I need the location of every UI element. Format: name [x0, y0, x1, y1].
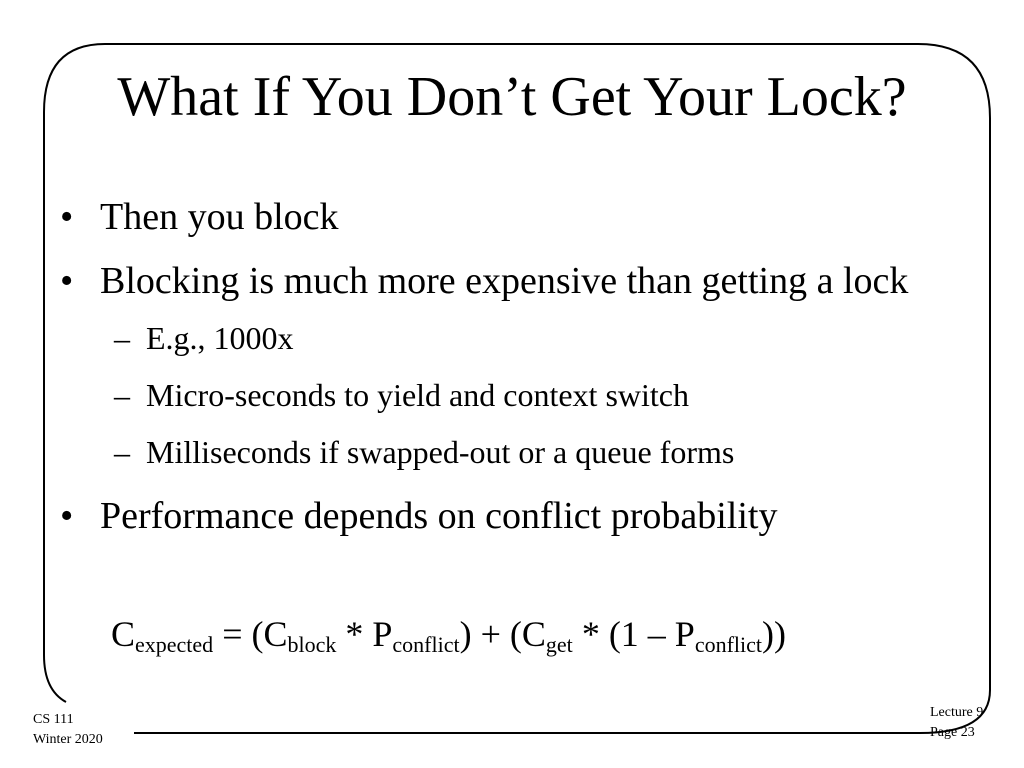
bullet-item [60, 254, 980, 308]
footer-lecture: Lecture 9 [930, 705, 984, 720]
bullet-text: Blocking is much more expensive than getting a lock [100, 260, 909, 302]
bullet-marker: • [60, 495, 74, 537]
bullet-text: Performance depends on conflict probability [100, 495, 778, 537]
sub-bullet-item [60, 432, 980, 472]
footer-term: Winter 2020 [33, 732, 103, 747]
sub-bullet-text: E.g., 1000x [146, 320, 294, 356]
slide-title: What If You Don’t Get Your Lock? [117, 66, 907, 128]
bullet-item [60, 190, 980, 244]
sub-bullet-text: Micro-seconds to yield and context switch [146, 377, 689, 413]
slide-body [60, 190, 980, 553]
formula-times-p: * P [336, 614, 393, 654]
bullet-item [60, 489, 980, 543]
formula-sub-conflict: conflict [392, 632, 460, 657]
formula-sub-conflict: conflict [694, 632, 763, 657]
sub-bullet-marker: – [114, 434, 130, 470]
sub-bullet-item [60, 375, 980, 415]
formula-plus-open: ) + (C [459, 614, 546, 654]
footer-page-info [930, 703, 983, 743]
sub-bullet-item [60, 318, 980, 358]
sub-bullet-marker: – [114, 320, 130, 356]
bullet-text: Then you block [100, 196, 339, 238]
footer-course-info [33, 710, 103, 750]
footer-page: Page 23 [930, 725, 975, 740]
formula-sub-get: get [545, 632, 573, 657]
sub-bullet-marker: – [114, 377, 130, 413]
formula-c: C [111, 614, 136, 654]
formula-sub-block: block [287, 632, 337, 657]
formula-eq-open: = (C [213, 614, 288, 654]
sub-bullet-text: Milliseconds if swapped-out or a queue forms [146, 434, 735, 470]
formula-times-one-minus: * (1 – P [572, 614, 695, 654]
cost-formula [111, 612, 786, 656]
formula-sub-expected: expected [135, 632, 214, 657]
footer-course: CS 111 [33, 712, 74, 727]
formula-close: )) [762, 614, 787, 654]
bullet-marker: • [60, 196, 74, 238]
bullet-marker: • [60, 260, 74, 302]
